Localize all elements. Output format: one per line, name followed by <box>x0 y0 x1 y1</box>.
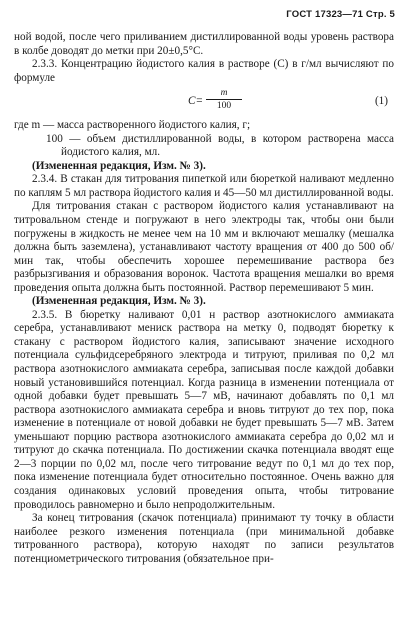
formula-number: (1) <box>374 95 388 108</box>
formula-lhs: С= <box>188 95 204 108</box>
document-body <box>14 31 394 566</box>
paragraph-end-point: За конец титрования (скачок потенциала) принимают ту точку в области наиболее резкого изменения потенциала (при минимальной добавке титрованного раствора), которую находят по записи результатов потенциометрического титрования (обязательное при- <box>14 512 394 565</box>
paragraph-continuation: ной водой, после чего приливанием дистиллированной воды уровень раствора в колбе доводят до метки при 20±0,5°С. <box>14 31 394 57</box>
formula-numerator: m <box>206 87 242 100</box>
paragraph-2-3-5: 2.3.5. В бюретку наливают 0,01 н раствор азотнокислого аммиаката серебра, устанавливают мениск раствора на метку 0, подводят бюретку к стакану с раствором йодистого калия, записывают значение исходного потенциала сульфидсеребряного электрода и титруют, приливая по 0,2 мл раствора азотнокислого аммиаката серебра, записывая после каждой добавки новый установившийся потенциал. Когда разница в изменении потенциала от одной добавки будет превышать 5—7 мВ, начинают добавлять по 0,1 мл раствора азотнокислого аммиаката серебра и вновь титруют до тех пор, пока изменение в потенциале от новой добавки не будет превышать 5—7 мВ. Затем уменьшают порцию раствора азотнокислого аммиаката серебра до 0,02 мл и титруют до скачка потенциала. По достижении скачка потенциала вводят еще 2—3 порции по 0,02 мл, после чего титрование ведут по 0,1 мл до тех пор, пока изменение потенциала будет относительно постоянное. Очень важно для создания одинаковых условий проведения опыта, чтобы титрование проводилось равномерно и было непродолжительным. <box>14 308 394 511</box>
paragraph-titration-setup: Для титрования стакан с раствором йодистого калия устанавливают на титровальном стенде и погружают в него электроды так, чтобы они были погружены в жидкость не менее чем на 10 мм и включают мешалку (мешалка должна быть заземлена), устанавливают частоту вращения от 400 до 500 об/мин так, чтобы обеспечить хорошее перемешивание раствора без разбрызгивания и образования воронок. Частота вращения мешалки во время проведения опыта должна быть постоянной. Раствор перемешивают 5 мин. <box>14 200 394 294</box>
edition-note-2: (Измененная редакция, Изм. № 3). <box>32 295 206 308</box>
formula-legend-100: 100 — объем дистиллированной воды, в котором растворена масса йодистого калия, мл. <box>46 132 394 159</box>
formula-fraction <box>206 87 242 112</box>
edition-note-1: (Измененная редакция, Изм. № 3). <box>32 159 206 172</box>
paragraph-2-3-3: 2.3.3. Концентрацию йодистого калия в растворе (С) в г/мл вычисляют по формуле <box>14 58 394 84</box>
formula-legend-m: где m — масса растворенного йодистого калия, г; <box>14 119 251 132</box>
formula-1 <box>14 87 394 117</box>
paragraph-2-3-4: 2.3.4. В стакан для титрования пипеткой или бюреткой наливают медленно по каплям 5 мл раствора йодистого калия и 45—50 мл дистиллированной воды. <box>14 173 394 199</box>
formula-denominator: 100 <box>216 101 232 112</box>
page-header: ГОСТ 17323—71 Стр. 5 <box>286 9 395 20</box>
